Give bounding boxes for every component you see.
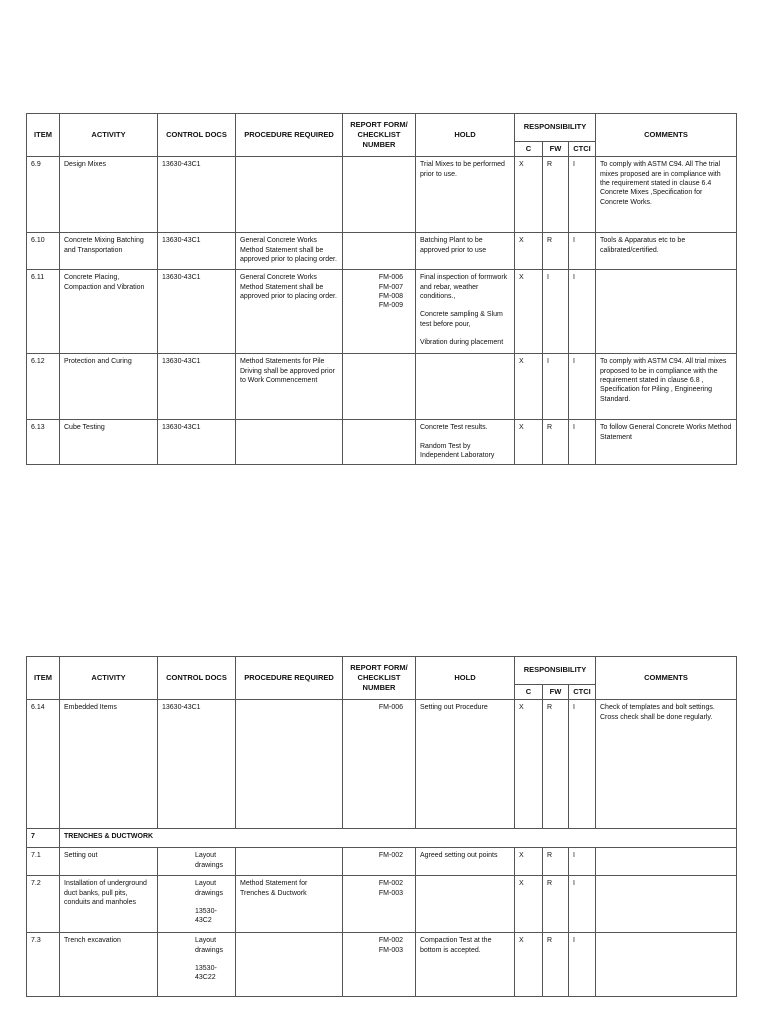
header-report-form: REPORT FORM/ CHECKLIST NUMBER <box>343 114 416 157</box>
fw-cell: R <box>543 876 569 933</box>
item-cell: 7.3 <box>27 933 60 997</box>
section-title: TRENCHES & DUCTWORK <box>60 829 737 848</box>
fw-cell: R <box>543 848 569 876</box>
fw-cell: I <box>543 354 569 420</box>
control-docs-cell: 13630-43C1 <box>158 354 236 420</box>
comments-cell: To follow General Concrete Works Method Statement <box>596 420 737 465</box>
report-form-cell: FM-006 <box>343 700 416 829</box>
procedure-cell <box>236 157 343 233</box>
procedure-cell <box>236 420 343 465</box>
header-procedure: PROCEDURE REQUIRED <box>236 114 343 157</box>
comments-cell <box>596 933 737 997</box>
ctci-cell: I <box>569 354 596 420</box>
control-docs-cell <box>158 876 236 933</box>
fw-cell: R <box>543 700 569 829</box>
control-docs-text: Layout drawings <box>195 852 224 869</box>
activity-cell: Cube Testing <box>60 420 158 465</box>
hold-cell: Setting out Procedure <box>416 700 515 829</box>
ctci-cell: I <box>569 848 596 876</box>
report-form-cell <box>343 420 416 465</box>
control-docs-cell: 13630-43C1 <box>158 233 236 270</box>
hold-cell: Agreed setting out points <box>416 848 515 876</box>
hold-cell: Compaction Test at the bottom is accepted. <box>416 933 515 997</box>
procedure-cell <box>236 933 343 997</box>
header-fw: FW <box>543 685 569 700</box>
activity-cell: Concrete Placing, Compaction and Vibration <box>60 270 158 354</box>
header-comments: COMMENTS <box>596 657 737 700</box>
activity-cell: Setting out <box>60 848 158 876</box>
table-row <box>27 270 737 354</box>
table-row <box>27 354 737 420</box>
report-form-cell: FM-002 <box>343 848 416 876</box>
item-cell: 6.12 <box>27 354 60 420</box>
control-docs-text: Layout drawings <box>195 880 224 897</box>
ctci-cell: I <box>569 233 596 270</box>
c-cell: X <box>515 933 543 997</box>
section-row <box>27 829 737 848</box>
header-ctci: CTCI <box>569 142 596 157</box>
header-responsibility: RESPONSIBILITY <box>515 114 596 142</box>
hold-cell: Batching Plant to be approved prior to use <box>416 233 515 270</box>
header-procedure: PROCEDURE REQUIRED <box>236 657 343 700</box>
itp-table-trenches <box>26 656 737 997</box>
header-hold: HOLD <box>416 114 515 157</box>
fw-cell: R <box>543 233 569 270</box>
section-number: 7 <box>27 829 60 848</box>
activity-cell: Protection and Curing <box>60 354 158 420</box>
table-row <box>27 933 737 997</box>
activity-cell: Embedded Items <box>60 700 158 829</box>
hold-cell <box>416 420 515 465</box>
ctci-cell: I <box>569 270 596 354</box>
header-activity: ACTIVITY <box>60 114 158 157</box>
c-cell: X <box>515 876 543 933</box>
item-cell: 6.14 <box>27 700 60 829</box>
item-cell: 6.13 <box>27 420 60 465</box>
report-form-cell: FM-002 FM-003 <box>343 933 416 997</box>
hold-cell: Trial Mixes to be performed prior to use. <box>416 157 515 233</box>
comments-cell: Check of templates and bolt settings. Cross check shall be done regularly. <box>596 700 737 829</box>
comments-cell <box>596 848 737 876</box>
control-docs-text: Layout drawings <box>195 937 224 954</box>
c-cell: X <box>515 420 543 465</box>
hold-line: Random Test by Independent Laboratory <box>420 442 495 459</box>
report-form-cell <box>343 233 416 270</box>
comments-cell: Tools & Apparatus etc to be calibrated/certified. <box>596 233 737 270</box>
procedure-cell: Method Statement for Trenches & Ductwork <box>236 876 343 933</box>
report-form-cell <box>343 354 416 420</box>
c-cell: X <box>515 157 543 233</box>
control-docs-cell: 13630-43C1 <box>158 700 236 829</box>
control-docs-text: 13530-43C2 <box>195 908 217 925</box>
table-row <box>27 876 737 933</box>
table-row <box>27 157 737 233</box>
item-cell: 6.9 <box>27 157 60 233</box>
control-docs-cell: 13630-43C1 <box>158 420 236 465</box>
header-ctci: CTCI <box>569 685 596 700</box>
comments-cell <box>596 876 737 933</box>
ctci-cell: I <box>569 933 596 997</box>
fw-cell: I <box>543 270 569 354</box>
header-responsibility: RESPONSIBILITY <box>515 657 596 685</box>
header-hold: HOLD <box>416 657 515 700</box>
header-item: ITEM <box>27 114 60 157</box>
hold-cell <box>416 354 515 420</box>
procedure-cell: General Concrete Works Method Statement shall be approved prior to placing order. <box>236 270 343 354</box>
fw-cell: R <box>543 420 569 465</box>
hold-cell <box>416 876 515 933</box>
c-cell: X <box>515 233 543 270</box>
header-c: C <box>515 142 543 157</box>
c-cell: X <box>515 700 543 829</box>
report-form-cell: FM-006 FM-007 FM-008 FM-009 <box>343 270 416 354</box>
ctci-cell: I <box>569 700 596 829</box>
header-item: ITEM <box>27 657 60 700</box>
procedure-cell: Method Statements for Pile Driving shall be approved prior to Work Commencement <box>236 354 343 420</box>
item-cell: 6.11 <box>27 270 60 354</box>
c-cell: X <box>515 848 543 876</box>
ctci-cell: I <box>569 157 596 233</box>
header-fw: FW <box>543 142 569 157</box>
hold-line: Vibration during placement <box>420 339 504 347</box>
procedure-cell: General Concrete Works Method Statement shall be approved prior to placing order. <box>236 233 343 270</box>
header-activity: ACTIVITY <box>60 657 158 700</box>
header-control-docs: CONTROL DOCS <box>158 114 236 157</box>
header-comments: COMMENTS <box>596 114 737 157</box>
item-cell: 6.10 <box>27 233 60 270</box>
activity-cell: Trench excavation <box>60 933 158 997</box>
table-row <box>27 420 737 465</box>
ctci-cell: I <box>569 420 596 465</box>
hold-line: Final inspection of formwork and rebar, weather conditions., <box>420 274 508 300</box>
comments-cell: To comply with ASTM C94. All The trial mixes proposed are in compliance with the requirement stated in clause 6.4 Concrete Mixes ,Specification for Concrete Works. <box>596 157 737 233</box>
item-cell: 7.2 <box>27 876 60 933</box>
control-docs-cell <box>158 848 236 876</box>
control-docs-cell: 13630-43C1 <box>158 157 236 233</box>
ctci-cell: I <box>569 876 596 933</box>
activity-cell: Concrete Mixing Batching and Transportation <box>60 233 158 270</box>
header-report-form: REPORT FORM/ CHECKLIST NUMBER <box>343 657 416 700</box>
itp-table-concrete <box>26 113 737 465</box>
header-c: C <box>515 685 543 700</box>
comments-cell: To comply with ASTM C94. All trial mixes proposed to be in compliance with the requirement stated in clause 6.8 , Specification for Piling , Engineering Standard. <box>596 354 737 420</box>
report-form-cell <box>343 157 416 233</box>
c-cell: X <box>515 354 543 420</box>
fw-cell: R <box>543 933 569 997</box>
hold-line: Concrete Test results. <box>420 424 488 432</box>
procedure-cell <box>236 848 343 876</box>
control-docs-text: 13530-43C22 <box>195 965 217 982</box>
comments-cell <box>596 270 737 354</box>
table-row <box>27 233 737 270</box>
header-control-docs: CONTROL DOCS <box>158 657 236 700</box>
fw-cell: R <box>543 157 569 233</box>
table-row <box>27 848 737 876</box>
control-docs-cell: 13630-43C1 <box>158 270 236 354</box>
hold-line: Concrete sampling & Slum test before pour, <box>420 311 503 328</box>
activity-cell: Design Mixes <box>60 157 158 233</box>
c-cell: X <box>515 270 543 354</box>
report-form-cell: FM-002 FM-003 <box>343 876 416 933</box>
control-docs-cell <box>158 933 236 997</box>
hold-cell <box>416 270 515 354</box>
activity-cell: Installation of underground duct banks, pull pits, conduits and manholes <box>60 876 158 933</box>
item-cell: 7.1 <box>27 848 60 876</box>
procedure-cell <box>236 700 343 829</box>
table-row <box>27 700 737 829</box>
